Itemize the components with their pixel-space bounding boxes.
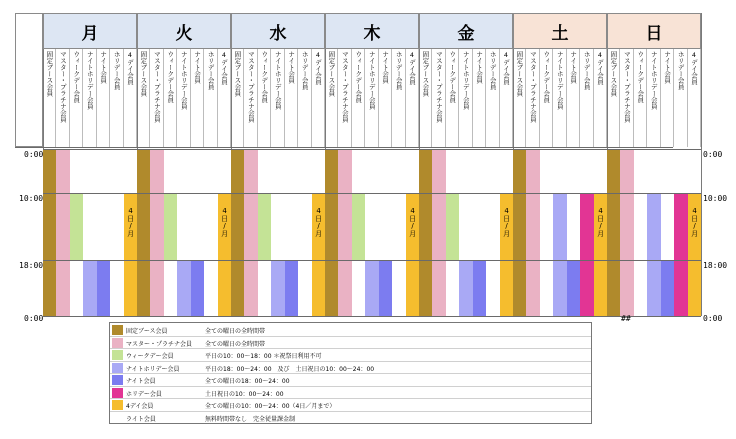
legend-name: ライト会員 <box>126 415 156 423</box>
column-header-4-1: マスター・プラチナ会員 <box>432 49 445 147</box>
day-header-5: 土 <box>513 13 607 49</box>
legend-separator <box>110 361 591 362</box>
band-0-2 <box>70 193 83 260</box>
legend-row <box>110 337 591 349</box>
legend-description: 土日祝日の10：00～24：00 <box>205 390 284 398</box>
band-5-1 <box>526 149 539 316</box>
column-header-0-6: 4デイ会員 <box>124 49 137 147</box>
column-header-0-5: ホリデー会員 <box>110 49 123 147</box>
legend-swatch <box>112 413 123 423</box>
column-header-6-2: ウィークデー会員 <box>634 49 647 147</box>
column-header-2-4: ナイト会員 <box>285 49 298 147</box>
column-header-1-2: ウィークデー会員 <box>164 49 177 147</box>
time-label-left-24: 0:00 <box>24 314 44 323</box>
column-header-0-4: ナイト会員 <box>97 49 110 147</box>
band-4-0 <box>419 149 432 316</box>
column-header-4-3: ナイトホリデー会員 <box>459 49 472 147</box>
band-3-0 <box>325 149 338 316</box>
band-6-3 <box>647 193 660 316</box>
legend-description: 全ての曜日の18：00～24：00 <box>205 378 290 385</box>
four-day-label-6: 4日/月 <box>690 207 699 237</box>
column-header-5-2: ウィークデー会員 <box>540 49 553 147</box>
legend-description: 全ての曜日の全時間帯 <box>205 340 266 348</box>
day-header-2: 水 <box>231 13 325 49</box>
column-header-2-3: ナイトホリデー会員 <box>271 49 284 147</box>
legend-description: 平日の10：00～18：00 ＊祝祭日利用不可 <box>205 353 322 360</box>
legend-swatch <box>112 350 123 360</box>
legend-row <box>110 399 591 411</box>
legend-description: 全ての曜日の全時間帯 <box>205 328 266 335</box>
day-header-3: 木 <box>325 13 419 49</box>
column-header-6-1: マスター・プラチナ会員 <box>620 49 633 147</box>
column-header-1-0: 固定ブース会員 <box>137 49 150 147</box>
column-header-3-0: 固定ブース会員 <box>325 49 338 147</box>
legend-box <box>109 322 592 424</box>
legend-separator <box>110 386 591 387</box>
band-5-3 <box>553 193 566 316</box>
column-header-0-0: 固定ブース会員 <box>43 49 56 147</box>
column-header-1-5: ホリデー会員 <box>204 49 217 147</box>
column-header-2-6: 4デイ会員 <box>312 49 325 147</box>
column-header-4-2: ウィークデー会員 <box>446 49 459 147</box>
column-header-3-2: ウィークデー会員 <box>352 49 365 147</box>
band-2-0 <box>231 149 244 316</box>
legend-row <box>110 374 591 386</box>
legend-swatch <box>112 400 123 410</box>
legend-name: マスター・プラチナ会員 <box>126 340 193 348</box>
band-0-3 <box>83 260 96 316</box>
four-day-label-2: 4日/月 <box>314 207 323 237</box>
column-header-5-3: ナイトホリデー会員 <box>553 49 566 147</box>
legend-description: 無料時間帯なし 完全従量課金制 <box>205 415 296 423</box>
band-4-4 <box>473 260 486 316</box>
band-4-3 <box>459 260 472 316</box>
day-header-1: 火 <box>137 13 231 49</box>
column-header-2-0: 固定ブース会員 <box>231 49 244 147</box>
day-header-6: 日 <box>607 13 701 49</box>
column-header-6-6: 4デイ会員 <box>688 49 701 147</box>
time-label-left-0: 0:00 <box>24 150 44 159</box>
time-line-0 <box>43 149 701 150</box>
legend-description: 全ての曜日の10：00～24：00（4日／月まで） <box>205 403 336 410</box>
day-header-4: 金 <box>419 13 513 49</box>
legend-swatch <box>112 363 123 373</box>
column-header-0-1: マスター・プラチナ会員 <box>56 49 69 147</box>
column-header-3-4: ナイト会員 <box>379 49 392 147</box>
time-line-18 <box>43 260 701 261</box>
four-day-label-4: 4日/月 <box>502 207 511 237</box>
legend-name: ホリデー会員 <box>126 390 162 398</box>
band-0-1 <box>56 149 69 316</box>
legend-row <box>110 387 591 399</box>
column-header-5-6: 4デイ会員 <box>594 49 607 147</box>
legend-name: ナイトホリデー会員 <box>126 365 180 373</box>
band-3-4 <box>379 260 392 316</box>
band-1-0 <box>137 149 150 316</box>
time-label-left-10: 10:00 <box>19 194 44 203</box>
band-5-0 <box>513 149 526 316</box>
legend-name: 4デイ会員 <box>126 403 154 410</box>
time-label-right-10: 10:00 <box>703 194 728 203</box>
four-day-label-0: 4日/月 <box>126 207 135 237</box>
band-2-1 <box>244 149 257 316</box>
band-1-2 <box>164 193 177 260</box>
day-divider-end <box>701 13 702 316</box>
column-header-5-0: 固定ブース会員 <box>513 49 526 147</box>
column-header-4-5: ホリデー会員 <box>486 49 499 147</box>
band-6-1 <box>620 149 633 316</box>
column-header-4-0: 固定ブース会員 <box>419 49 432 147</box>
column-header-2-1: マスター・プラチナ会員 <box>244 49 257 147</box>
band-5-5 <box>580 193 593 316</box>
band-6-5 <box>674 193 687 316</box>
time-label-right-0: 0:00 <box>703 150 723 159</box>
band-1-3 <box>177 260 190 316</box>
column-header-5-4: ナイト会員 <box>567 49 580 147</box>
column-header-3-5: ホリデー会員 <box>392 49 405 147</box>
column-header-6-4: ナイト会員 <box>661 49 674 147</box>
legend-description: 平日の18：00～24：00 及び 土日祝日の10：00～24：00 <box>205 365 375 373</box>
column-header-1-1: マスター・プラチナ会員 <box>150 49 163 147</box>
column-header-5-1: マスター・プラチナ会員 <box>526 49 539 147</box>
column-header-5-5: ホリデー会員 <box>580 49 593 147</box>
band-5-4 <box>567 260 580 316</box>
legend-row <box>110 349 591 361</box>
band-3-2 <box>352 193 365 260</box>
time-line-10 <box>43 193 701 194</box>
four-day-label-1: 4日/月 <box>220 207 229 237</box>
day-header-0: 月 <box>43 13 137 49</box>
column-header-1-4: ナイト会員 <box>191 49 204 147</box>
band-6-4 <box>661 260 674 316</box>
column-header-6-0: 固定ブース会員 <box>607 49 620 147</box>
band-2-4 <box>285 260 298 316</box>
column-header-0-2: ウィークデー会員 <box>70 49 83 147</box>
four-day-label-3: 4日/月 <box>408 207 417 237</box>
header-corner-cell <box>15 13 43 147</box>
legend-swatch <box>112 388 123 398</box>
band-0-0 <box>43 149 56 316</box>
band-4-2 <box>446 193 459 260</box>
column-header-4-4: ナイト会員 <box>473 49 486 147</box>
legend-swatch <box>112 338 123 348</box>
legend-row <box>110 362 591 374</box>
time-label-right-24: 0:00 <box>703 314 723 323</box>
band-6-0 <box>607 149 620 316</box>
band-2-3 <box>271 260 284 316</box>
legend-row <box>110 412 591 424</box>
column-header-4-6: 4デイ会員 <box>500 49 513 147</box>
legend-row <box>110 324 591 336</box>
legend-name: 固定ブース会員 <box>126 328 168 335</box>
legend-separator <box>110 336 591 337</box>
band-1-1 <box>150 149 163 316</box>
four-day-label-5: 4日/月 <box>596 207 605 237</box>
column-header-2-5: ホリデー会員 <box>298 49 311 147</box>
band-1-4 <box>191 260 204 316</box>
legend-name: ウィークデー会員 <box>126 353 174 360</box>
legend-swatch <box>112 325 123 335</box>
time-label-right-18: 18:00 <box>703 261 728 270</box>
column-header-2-2: ウィークデー会員 <box>258 49 271 147</box>
column-header-0-3: ナイトホリデー会員 <box>83 49 96 147</box>
column-header-3-6: 4デイ会員 <box>406 49 419 147</box>
band-3-1 <box>338 149 351 316</box>
band-2-2 <box>258 193 271 260</box>
legend-separator <box>110 398 591 399</box>
column-header-6-3: ナイトホリデー会員 <box>647 49 660 147</box>
column-header-3-3: ナイトホリデー会員 <box>365 49 378 147</box>
band-0-4 <box>97 260 110 316</box>
hash-mark: ## <box>621 314 631 323</box>
legend-swatch <box>112 375 123 385</box>
legend-separator <box>110 411 591 412</box>
column-header-1-6: 4デイ会員 <box>218 49 231 147</box>
legend-separator <box>110 348 591 349</box>
time-label-left-18: 18:00 <box>19 261 44 270</box>
band-3-3 <box>365 260 378 316</box>
time-line-24 <box>43 316 701 317</box>
header-bottom-line <box>15 147 673 148</box>
band-4-1 <box>432 149 445 316</box>
column-header-6-5: ホリデー会員 <box>674 49 687 147</box>
legend-name: ナイト会員 <box>126 378 156 385</box>
column-header-3-1: マスター・プラチナ会員 <box>338 49 351 147</box>
column-header-1-3: ナイトホリデー会員 <box>177 49 190 147</box>
legend-separator <box>110 373 591 374</box>
